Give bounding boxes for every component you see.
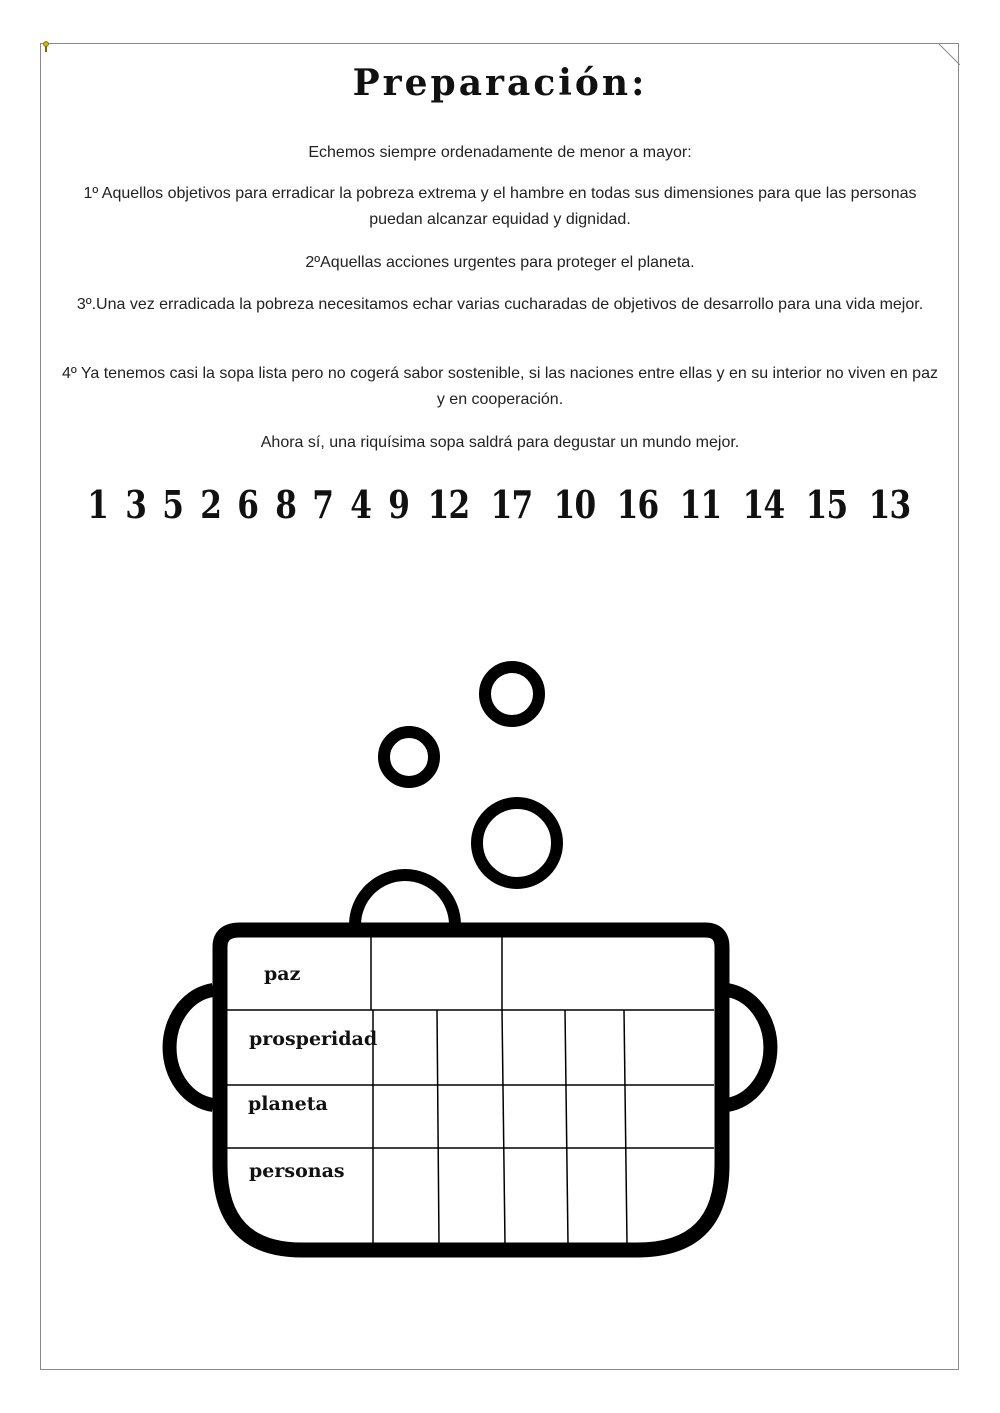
bubble-icon xyxy=(485,667,539,721)
number-item: 2 xyxy=(199,481,221,527)
row-label-personas: personas xyxy=(249,1160,345,1182)
number-item: 6 xyxy=(237,481,259,527)
row-label-prosperidad: prosperidad xyxy=(249,1028,378,1050)
number-item: 7 xyxy=(312,481,334,527)
step-1-text: 1º Aquellos objetivos para erradicar la pobreza extrema y el hambre en todas sus dimensiones para que las personas puedan alcanzar equidad y dignidad. xyxy=(83,185,917,228)
page-title: Preparación: xyxy=(352,62,648,104)
pot-left-handle-icon xyxy=(170,990,213,1105)
step-2-text: 2ºAquellas acciones urgentes para proteger el planeta. xyxy=(305,254,695,271)
number-item: 13 xyxy=(868,481,911,527)
bubble-icon xyxy=(384,732,434,782)
number-item: 9 xyxy=(387,481,409,527)
pot-knob-icon xyxy=(355,875,455,925)
number-item: 1 xyxy=(87,481,109,527)
row-label-paz: paz xyxy=(264,963,301,985)
bubble-icon xyxy=(477,803,557,883)
intro-text: Echemos siempre ordenadamente de menor a mayor: xyxy=(308,144,692,161)
number-item: 14 xyxy=(742,481,785,527)
number-item: 12 xyxy=(427,481,470,527)
row-label-planeta: planeta xyxy=(248,1093,328,1115)
number-item: 16 xyxy=(616,481,659,527)
number-item: 15 xyxy=(805,481,848,527)
closing-text: Ahora sí, una riquísima sopa saldrá para degustar un mundo mejor. xyxy=(260,434,740,451)
step-4-text: 4º Ya tenemos casi la sopa lista pero no cogerá sabor sostenible, si las naciones entre ellas y en su interior no viven en paz y en cooperación. xyxy=(62,365,938,408)
number-item: 11 xyxy=(679,481,722,527)
number-item: 5 xyxy=(162,481,184,527)
number-item: 8 xyxy=(275,481,296,527)
number-item: 17 xyxy=(490,481,533,527)
pot-right-handle-icon xyxy=(727,990,770,1105)
step-3-text: 3º.Una vez erradicada la pobreza necesitamos echar varias cucharadas de objetivos de desarrollo para una vida mejor. xyxy=(76,296,924,313)
number-item: 10 xyxy=(553,481,596,527)
number-item: 3 xyxy=(124,481,146,527)
number-item: 4 xyxy=(350,481,372,527)
